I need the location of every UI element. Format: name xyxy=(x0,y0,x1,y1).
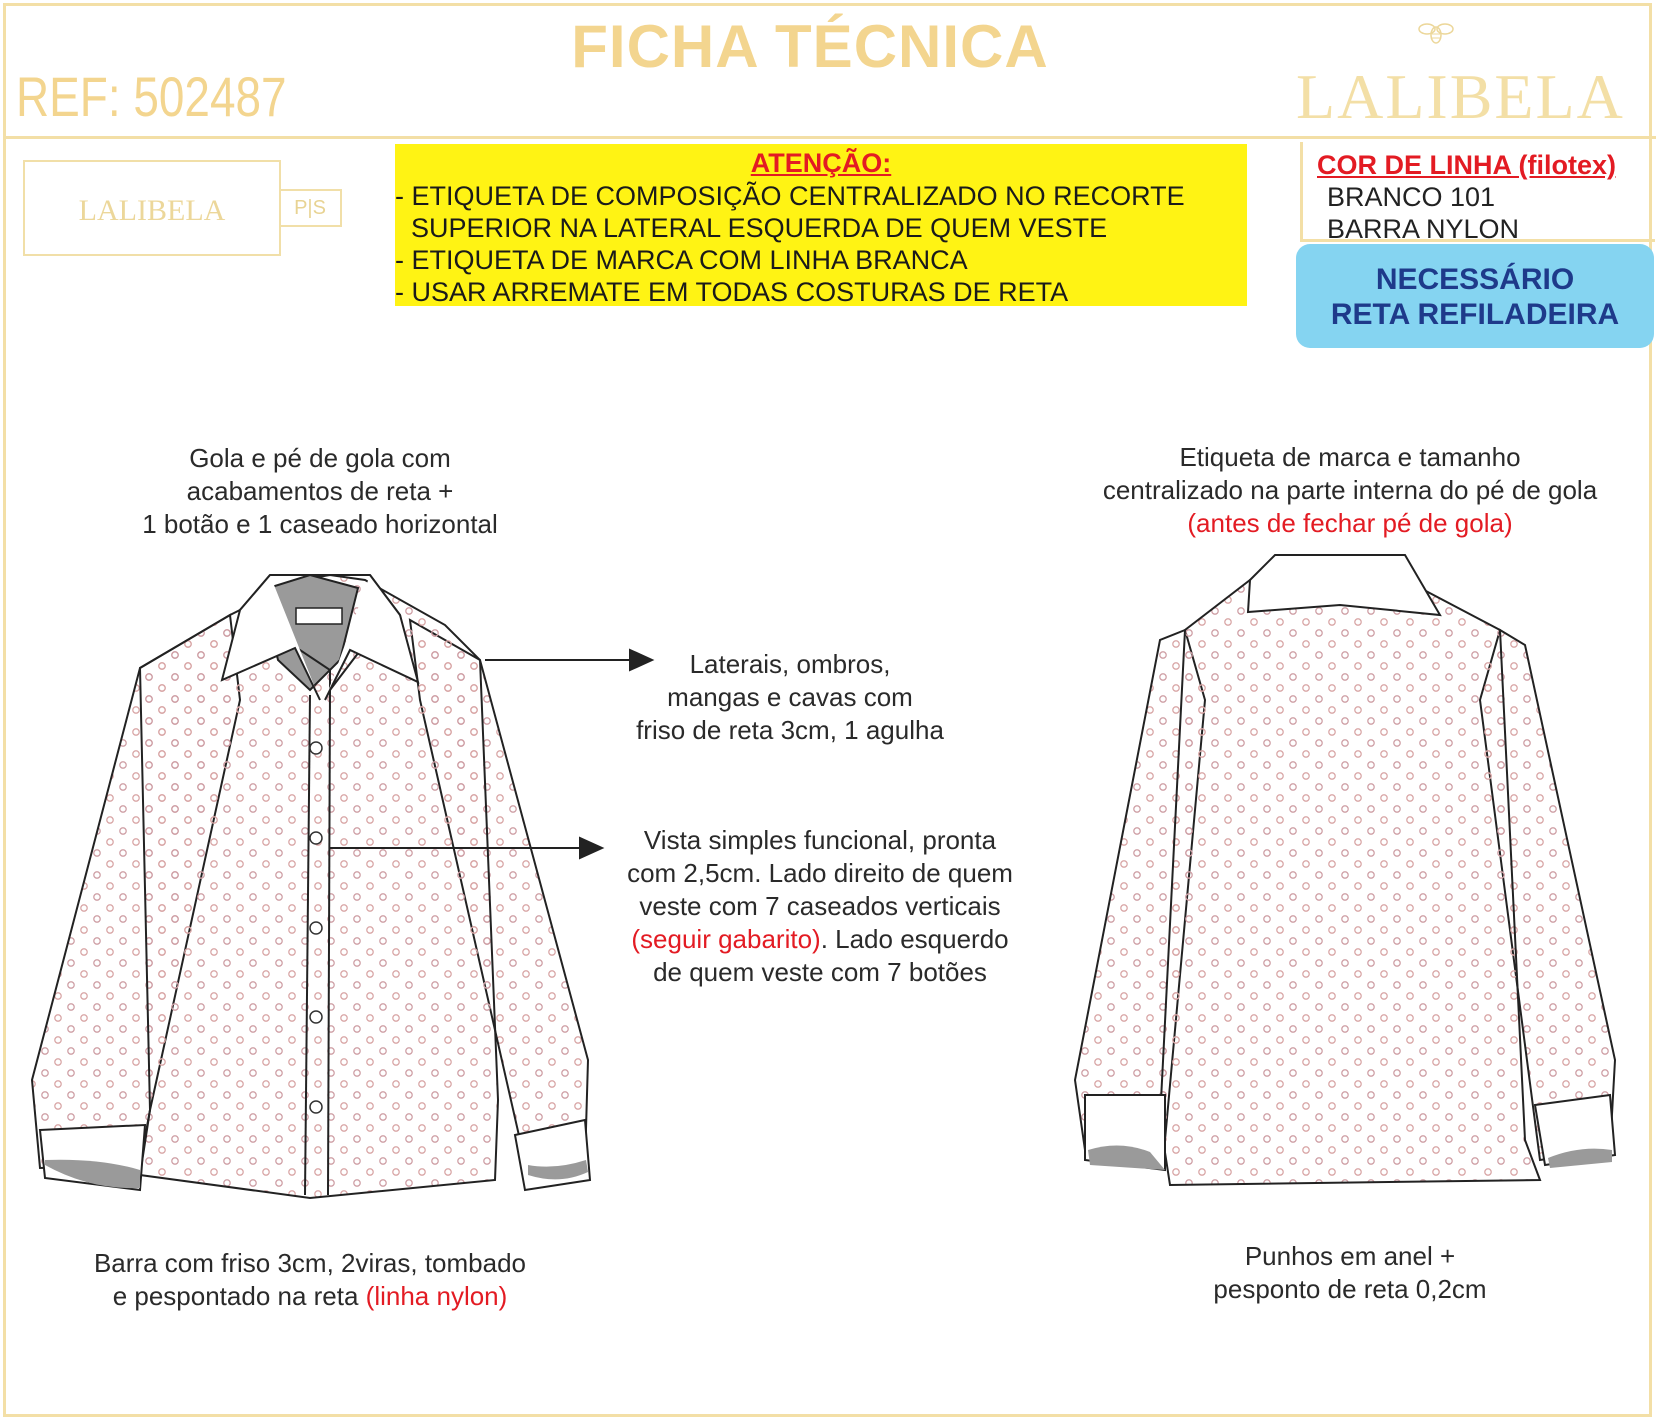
shirt-front-drawing xyxy=(32,575,590,1198)
note-line: mangas e cavas com xyxy=(667,682,913,712)
required-line: NECESSÁRIO xyxy=(1375,263,1575,296)
note-line: Gola e pé de gola com xyxy=(189,443,451,473)
thread-color-item: BARRA NYLON xyxy=(1327,214,1520,244)
note-line-red: (antes de fechar pé de gola) xyxy=(1187,508,1513,538)
note-line: de quem veste com 7 botões xyxy=(653,957,987,987)
note-red-text: (linha nylon) xyxy=(365,1281,508,1311)
page-title: FICHA TÉCNICA xyxy=(571,13,1049,80)
note-line: com 2,5cm. Lado direito de quem xyxy=(627,858,1013,888)
note-line: centralizado na parte interna do pé de gola xyxy=(1102,475,1598,505)
note-line: friso de reta 3cm, 1 agulha xyxy=(636,715,944,745)
size-tag: P|S xyxy=(280,189,342,227)
attention-line: - ETIQUETA DE MARCA COM LINHA BRANCA xyxy=(395,245,968,275)
attention-line: - USAR ARREMATE EM TODAS COSTURAS DE RETA xyxy=(395,277,1069,307)
note-line: 1 botão e 1 caseado horizontal xyxy=(142,509,498,539)
note-line: Etiqueta de marca e tamanho xyxy=(1179,442,1521,472)
note-text: . Lado esquerdo xyxy=(820,924,1009,954)
note-text: e pespontado na reta xyxy=(112,1281,366,1311)
reference-code: REF: 502487 xyxy=(16,65,287,128)
thread-color-title: COR DE LINHA (filotex) xyxy=(1317,150,1616,180)
shirt-back-drawing xyxy=(1075,555,1615,1185)
note-line: Laterais, ombros, xyxy=(689,649,891,679)
note-line: Barra com friso 3cm, 2viras, tombado xyxy=(93,1248,527,1278)
required-line: RETA REFILADEIRA xyxy=(1330,298,1620,331)
label-brand-text: LALIBELA xyxy=(78,194,226,227)
note-line: Vista simples funcional, pronta xyxy=(643,825,997,855)
attention-line: - ETIQUETA DE COMPOSIÇÃO CENTRALIZADO NO RECORTE xyxy=(395,181,1185,211)
attention-title: ATENÇÃO: xyxy=(750,148,892,178)
note-line: Punhos em anel + xyxy=(1244,1241,1456,1271)
note-red-text: (seguir gabarito) xyxy=(631,924,821,954)
attention-line: SUPERIOR NA LATERAL ESQUERDA DE QUEM VESTE xyxy=(411,213,1108,243)
brand-logo: LALIBELA xyxy=(1296,61,1625,132)
note-line: acabamentos de reta + xyxy=(186,476,454,506)
thread-color-item: BRANCO 101 xyxy=(1327,182,1496,212)
note-line: veste com 7 caseados verticais xyxy=(639,891,1001,921)
note-line: pesponto de reta 0,2cm xyxy=(1213,1274,1487,1304)
